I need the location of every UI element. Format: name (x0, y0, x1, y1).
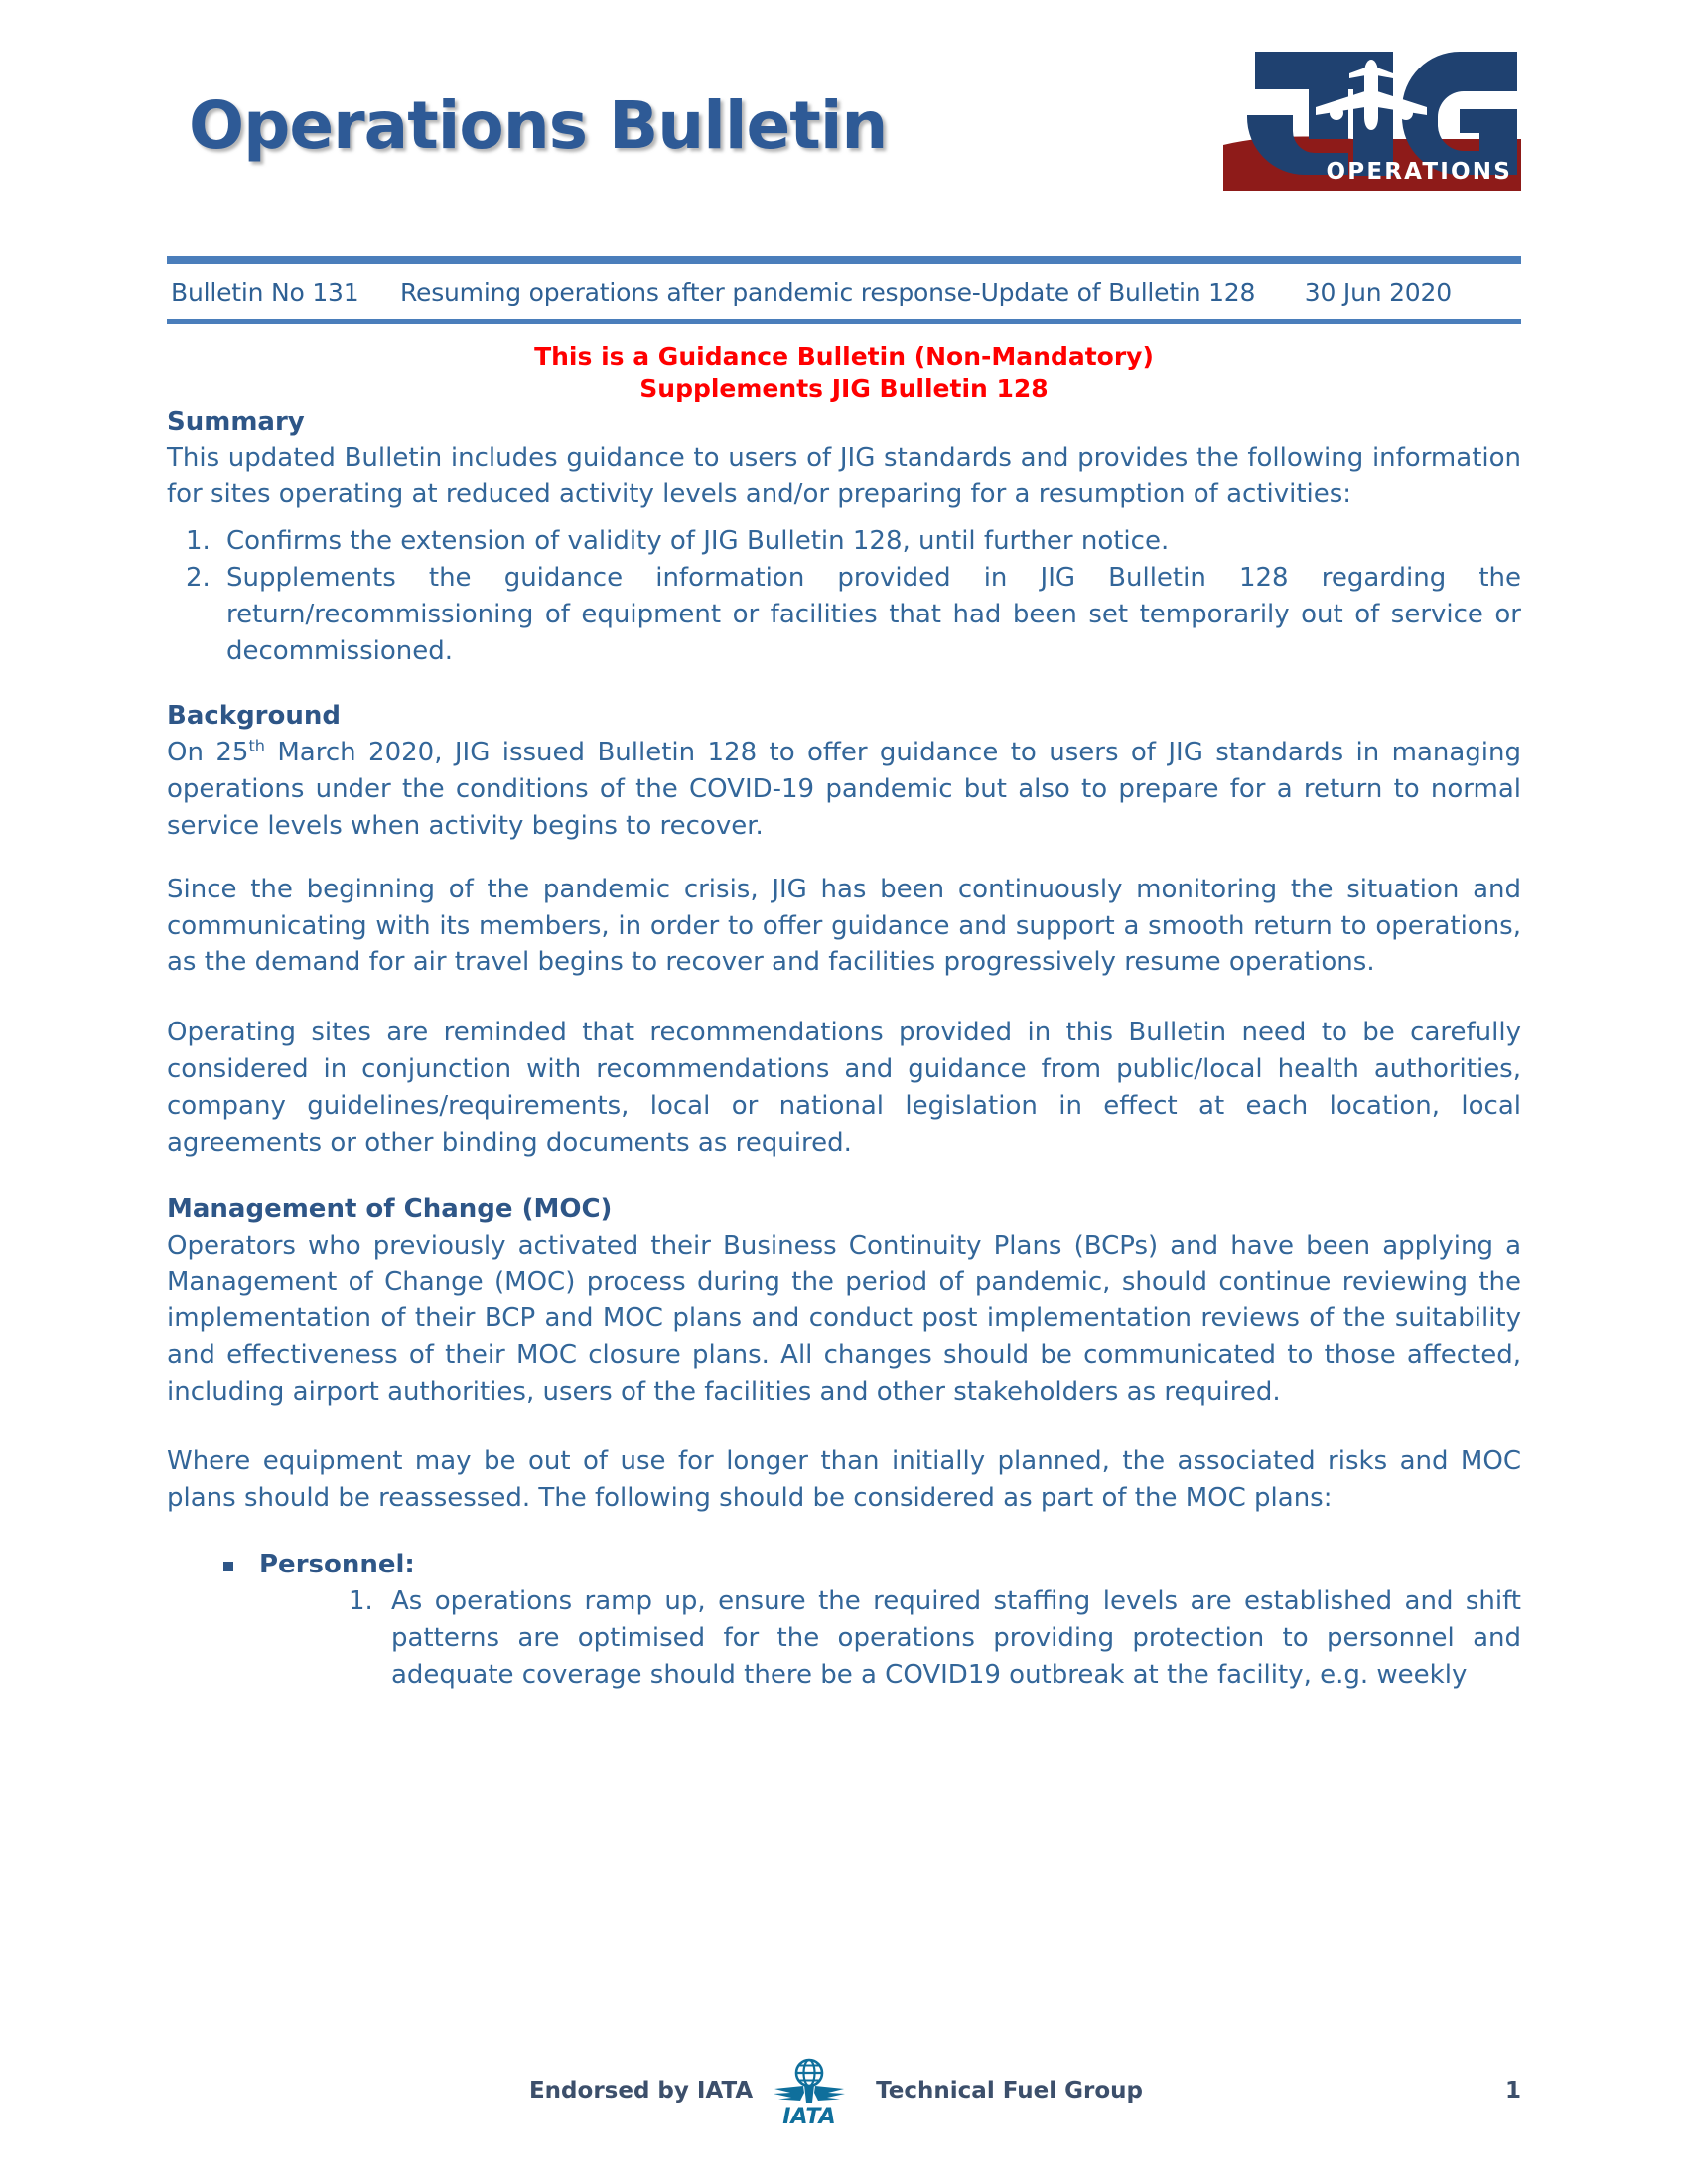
guidance-notice-line1: This is a Guidance Bulletin (Non-Mandatory) (534, 342, 1154, 371)
background-paragraph-3: Operating sites are reminded that recommendations provided in this Bulletin need to be carefully considered in conjunction with recommendations and guidance from public/local health authorities, company guidelines/requirements, local or national legislation in effect at each location, local agreements or other binding documents as required. (167, 1018, 1521, 1159)
svg-text:OPERATIONS: OPERATIONS (1326, 159, 1512, 185)
moc-bullet-list (167, 1547, 1521, 1694)
iata-logo (771, 2055, 848, 2126)
summary-intro-paragraph: This updated Bulletin includes guidance to users of JIG standards and provides the following information for sites operating at reduced activity levels and/or preparing for a resumption of activities: (167, 443, 1521, 509)
personnel-numbered-list (259, 1583, 1521, 1694)
list-item: Supplements the guidance information provided in JIG Bulletin 128 regarding the return/recommissioning of equipment or facilities that had been set temporarily out of service or decommissioned. (226, 562, 1521, 666)
summary-numbered-list (167, 523, 1521, 670)
list-item: Confirms the extension of validity of JIG Bulletin 128, until further notice. (226, 525, 1170, 556)
list-item: As operations ramp up, ensure the required staffing levels are established and shift patterns are optimised for the operations providing protection to personnel and adequate coverage should there be a COVID19 outbreak at the facility, e.g. weekly (391, 1585, 1521, 1690)
bulletin-number: Bulletin No 131 (171, 278, 359, 307)
personnel-label: Personnel: (259, 1549, 415, 1579)
svg-text:IATA: IATA (782, 2105, 836, 2126)
bulletin-bar (167, 256, 1521, 324)
section-heading-background: Background (167, 701, 341, 732)
ordinal-suffix: th (248, 736, 265, 755)
bulletin-subject: Resuming operations after pandemic response-Update of Bulletin 128 (399, 278, 1256, 307)
page-footer (167, 2055, 1521, 2126)
section-heading-summary: Summary (167, 406, 305, 437)
moc-paragraph-1: Operators who previously activated their Business Continuity Plans (BCPs) and have been applying a Management of Change (MOC) process during the period of pandemic, should continue reviewing the implementation of their BCP and MOC plans and conduct post implementation reviews of the suitability and effectiveness of their MOC closure plans. All changes should be communicated to those affected, including airport authorities, users of the facilities and other stakeholders as required. (167, 1230, 1521, 1408)
moc-paragraph-2: Where equipment may be out of use for longer than initially planned, the associated risks and MOC plans should be reassessed. The following should be considered as part of the MOC plans: (167, 1446, 1521, 1513)
list-item-personnel (167, 1547, 1521, 1694)
footer-endorsed-label: Endorsed by IATA (528, 2078, 754, 2104)
section-heading-moc: Management of Change (MOC) (167, 1194, 613, 1224)
footer-group-label: Technical Fuel Group (876, 2078, 1144, 2104)
jig-logo (1223, 40, 1521, 191)
background-date-rest: March 2020, JIG issued Bulletin 128 to offer guidance to users of JIG standards in managing operations under the conditions of the COVID-19 pandemic but also to prepare for a return to normal service levels when activity begins to recover. (167, 737, 1522, 841)
background-date-prefix: On 25 (167, 737, 249, 767)
guidance-notice (167, 341, 1521, 406)
document-body (167, 324, 1521, 1693)
footer-page-number: 1 (1504, 2078, 1521, 2104)
bulletin-date: 30 Jun 2020 (1304, 278, 1452, 307)
bulletin-meta-line (167, 264, 1521, 319)
guidance-notice-line2: Supplements JIG Bulletin 128 (639, 374, 1049, 404)
document-masthead (167, 0, 1521, 248)
bulletin-rule-top (167, 256, 1521, 264)
background-paragraph-1 (167, 735, 1521, 845)
background-paragraph-2: Since the beginning of the pandemic crisis, JIG has been continuously monitoring the situation and communicating with its members, in order to offer guidance and support a smooth return to operations, as the demand for air travel begins to recover and facilities progressively resume operations. (167, 874, 1521, 978)
page-title: Operations Bulletin (189, 87, 888, 164)
